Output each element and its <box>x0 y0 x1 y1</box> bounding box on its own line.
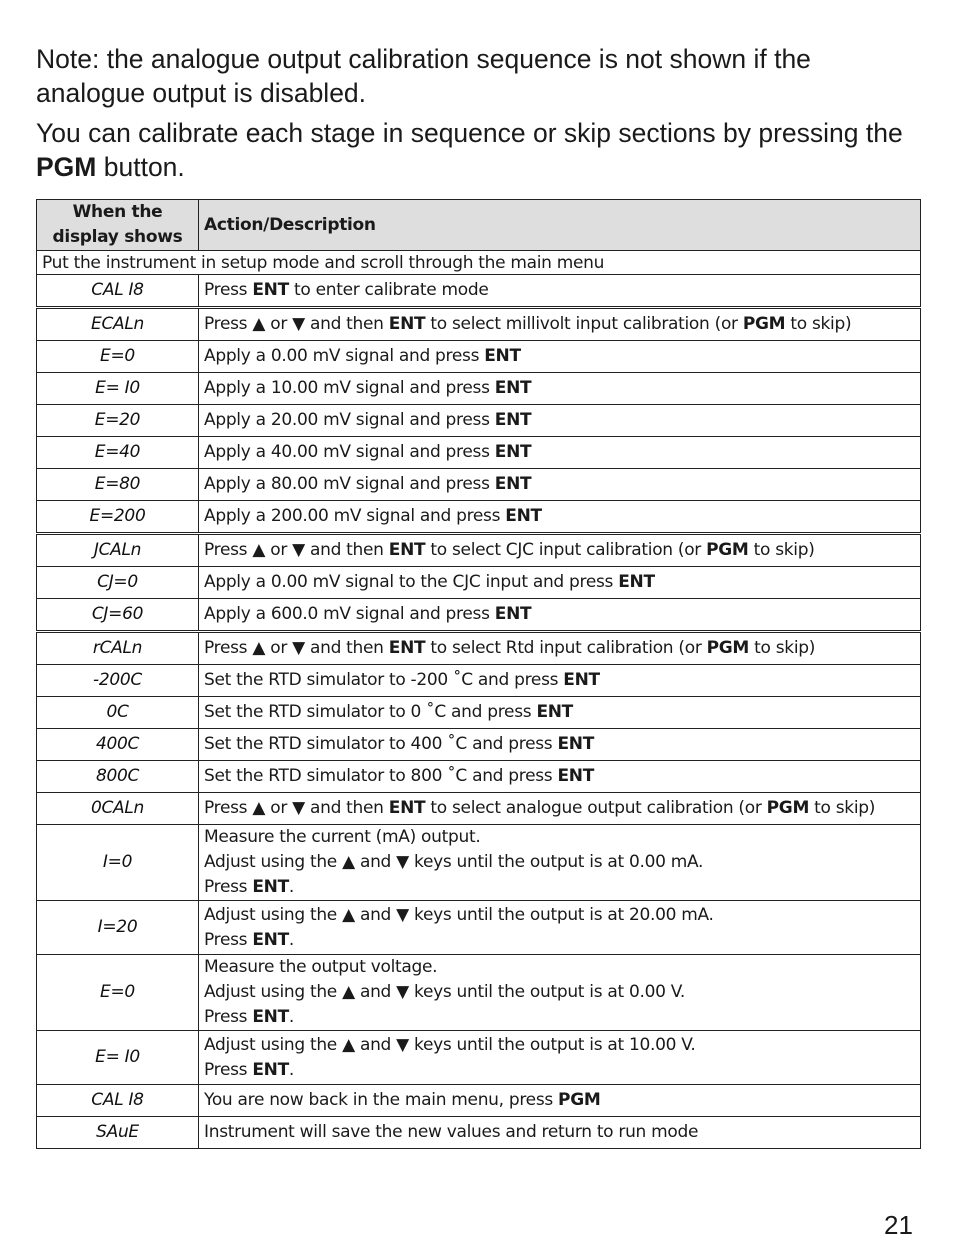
action-description <box>199 825 921 901</box>
page-number: 21 <box>884 1210 913 1240</box>
key-name: ENT <box>388 314 426 334</box>
display-reading: E=80 <box>37 469 199 501</box>
table-row <box>37 567 921 599</box>
table-row <box>37 373 921 405</box>
key-name: PGM <box>706 540 749 560</box>
calibration-table <box>36 199 921 1149</box>
table-row <box>37 1031 921 1085</box>
action-text: . <box>288 1059 295 1080</box>
action-text: . <box>288 929 295 950</box>
action-description <box>199 665 921 697</box>
action-text: Adjust using the ▲ and ▼ keys until the output is at 20.00 mA. <box>204 904 714 925</box>
key-name: ENT <box>557 766 595 786</box>
key-name: ENT <box>557 734 595 754</box>
action-description <box>199 729 921 761</box>
table-row <box>37 1085 921 1117</box>
display-reading: E= I0 <box>37 1031 199 1085</box>
action-text: Press ▲ or ▼ and then <box>204 314 389 334</box>
action-text: Apply a 80.00 mV signal and press <box>204 474 495 494</box>
key-name: ENT <box>494 474 532 494</box>
key-name: ENT <box>494 410 532 430</box>
key-name: ENT <box>536 702 573 722</box>
action-description <box>199 1031 921 1085</box>
setup-row <box>37 251 921 275</box>
action-text: Measure the output voltage. <box>204 957 438 977</box>
action-text: to enter calibrate mode <box>288 280 489 300</box>
key-name: ENT <box>494 442 532 462</box>
calibrate-instruction <box>36 116 926 184</box>
table-row <box>37 501 921 534</box>
action-text: to skip) <box>785 314 852 334</box>
action-text: to skip) <box>809 798 876 818</box>
action-text: Adjust using the ▲ and ▼ keys until the output is at 0.00 V. <box>204 982 685 1002</box>
action-text: Measure the current (mA) output. <box>204 827 481 847</box>
action-text: Apply a 0.00 mV signal and press <box>204 346 485 366</box>
action-text: Set the RTD simulator to 400 ˚C and press <box>204 734 558 754</box>
table-row <box>37 665 921 697</box>
action-text: Set the RTD simulator to 0 ˚C and press <box>204 702 537 722</box>
display-reading: CJ=0 <box>37 567 199 599</box>
header-action: Action/Description <box>199 200 921 251</box>
calibrate-suffix: button. <box>96 152 185 182</box>
action-description <box>199 697 921 729</box>
action-text: Set the RTD simulator to 800 ˚C and press <box>204 766 558 786</box>
header-display: When the display shows <box>37 200 199 251</box>
action-description <box>199 437 921 469</box>
key-name: ENT <box>252 1007 289 1027</box>
display-reading: -200C <box>37 665 199 697</box>
action-text: Apply a 600.0 mV signal and press <box>204 604 495 624</box>
action-text: Set the RTD simulator to -200 ˚C and press <box>204 670 564 690</box>
table-header <box>37 200 921 251</box>
table-row <box>37 469 921 501</box>
action-description <box>199 1085 921 1117</box>
action-text: Instrument will save the new values and return to run mode <box>204 1122 699 1142</box>
key-name: PGM <box>742 314 786 334</box>
display-reading: 0CALn <box>37 793 199 825</box>
display-reading: E= I0 <box>37 373 199 405</box>
key-name: ENT <box>388 540 426 560</box>
table-row <box>37 729 921 761</box>
action-text: Press ▲ or ▼ and then <box>204 540 389 560</box>
key-name: ENT <box>494 378 532 398</box>
table-row <box>37 761 921 793</box>
action-description <box>199 567 921 599</box>
display-reading: rCALn <box>37 632 199 665</box>
display-reading: CJ=60 <box>37 599 199 632</box>
action-description <box>199 761 921 793</box>
display-reading: 800C <box>37 761 199 793</box>
action-text: Press <box>204 877 253 897</box>
action-description <box>199 341 921 373</box>
pgm-key-name: PGM <box>36 152 97 182</box>
display-reading: E=0 <box>37 955 199 1031</box>
action-text: Press <box>204 929 253 950</box>
key-name: ENT <box>252 929 289 950</box>
action-text: to select CJC input calibration (or <box>425 540 707 560</box>
action-description <box>199 793 921 825</box>
table-row <box>37 275 921 308</box>
key-name: ENT <box>252 280 289 300</box>
action-text: Press ▲ or ▼ and then <box>204 638 389 658</box>
display-reading: JCALn <box>37 534 199 567</box>
table-body <box>37 251 921 1149</box>
action-text: to skip) <box>749 638 816 658</box>
action-text: Press <box>204 1059 253 1080</box>
action-description <box>199 901 921 955</box>
table-row <box>37 632 921 665</box>
action-description <box>199 469 921 501</box>
key-name: PGM <box>766 798 810 818</box>
key-name: ENT <box>252 1059 289 1080</box>
key-name: ENT <box>252 877 289 897</box>
key-name: PGM <box>706 638 750 658</box>
action-description <box>199 632 921 665</box>
action-description <box>199 599 921 632</box>
key-name: ENT <box>388 798 426 818</box>
analogue-note: Note: the analogue output calibration sequence is not shown if the analogue output is disabled. <box>36 44 811 108</box>
table-row <box>37 901 921 955</box>
calibrate-prefix: You can calibrate each stage in sequence or skip sections by pressing the <box>36 118 903 148</box>
action-description <box>199 955 921 1031</box>
display-reading: I=0 <box>37 825 199 901</box>
table-row <box>37 534 921 567</box>
display-reading: 400C <box>37 729 199 761</box>
action-text: Apply a 0.00 mV signal to the CJC input and press <box>204 572 619 592</box>
display-reading: 0C <box>37 697 199 729</box>
action-description <box>199 373 921 405</box>
table-row <box>37 341 921 373</box>
action-text: . <box>288 1007 295 1027</box>
action-text: Apply a 10.00 mV signal and press <box>204 378 495 398</box>
table-row <box>37 308 921 341</box>
action-text: . <box>288 877 295 897</box>
action-text: Apply a 20.00 mV signal and press <box>204 410 495 430</box>
setup-row-text: Put the instrument in setup mode and scroll through the main menu <box>37 251 921 275</box>
action-description <box>199 534 921 567</box>
action-text: to select analogue output calibration (or <box>425 798 767 818</box>
action-text: Press <box>204 1007 253 1027</box>
table-row <box>37 793 921 825</box>
action-text: to select Rtd input calibration (or <box>425 638 707 658</box>
action-description <box>199 501 921 534</box>
action-description <box>199 1117 921 1149</box>
table-row <box>37 955 921 1031</box>
key-name: ENT <box>563 670 600 690</box>
key-name: ENT <box>484 346 521 366</box>
display-reading: CAL I8 <box>37 1085 199 1117</box>
table-row <box>37 1117 921 1149</box>
action-text: to skip) <box>748 540 815 560</box>
action-text: Apply a 40.00 mV signal and press <box>204 442 495 462</box>
key-name: ENT <box>618 572 655 592</box>
display-reading: E=0 <box>37 341 199 373</box>
table-row <box>37 599 921 632</box>
key-name: ENT <box>388 638 426 658</box>
display-reading: E=20 <box>37 405 199 437</box>
action-text: Adjust using the ▲ and ▼ keys until the output is at 0.00 mA. <box>204 852 704 872</box>
table-row <box>37 825 921 901</box>
action-text: Apply a 200.00 mV signal and press <box>204 506 506 526</box>
action-description <box>199 275 921 308</box>
key-name: PGM <box>558 1090 601 1110</box>
display-reading: ECALn <box>37 308 199 341</box>
display-reading: E=200 <box>37 501 199 534</box>
action-description <box>199 308 921 341</box>
action-description <box>199 405 921 437</box>
display-reading: SAuE <box>37 1117 199 1149</box>
display-reading: I=20 <box>37 901 199 955</box>
action-text: to select millivolt input calibration (or <box>425 314 743 334</box>
action-text: Press ▲ or ▼ and then <box>204 798 389 818</box>
display-reading: CAL I8 <box>37 275 199 308</box>
table-row <box>37 437 921 469</box>
key-name: ENT <box>505 506 542 526</box>
table-row <box>37 697 921 729</box>
action-text: You are now back in the main menu, press <box>204 1090 559 1110</box>
key-name: ENT <box>494 604 532 624</box>
action-text: Press <box>204 280 253 300</box>
intro-text <box>36 42 926 190</box>
display-reading: E=40 <box>37 437 199 469</box>
action-text: Adjust using the ▲ and ▼ keys until the output is at 10.00 V. <box>204 1034 696 1055</box>
table-row <box>37 405 921 437</box>
